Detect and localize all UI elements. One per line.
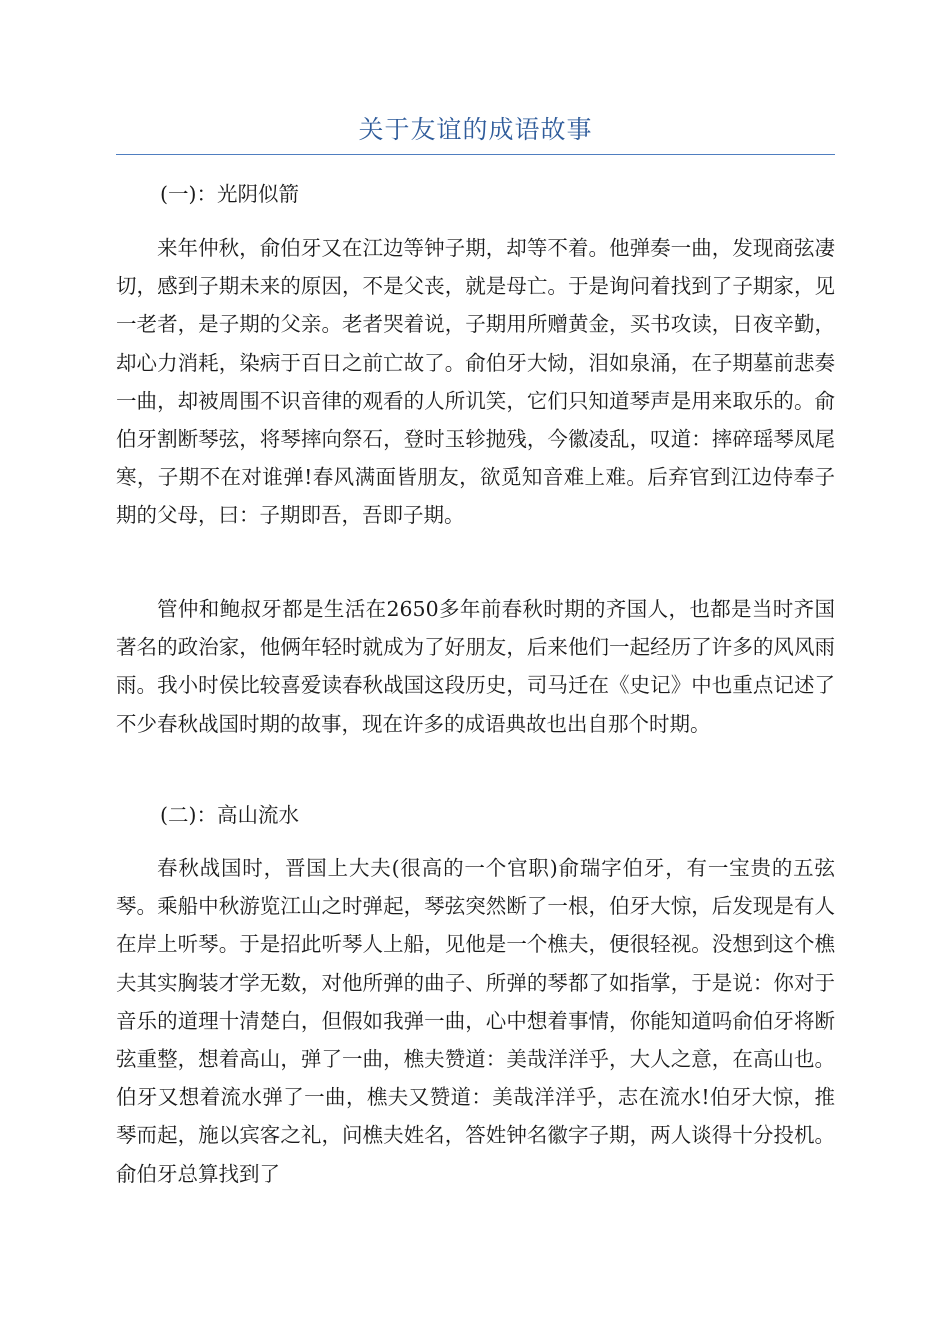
title-underline (116, 154, 835, 155)
paragraph-1: 来年仲秋，俞伯牙又在江边等钟子期，却等不着。他弹奏一曲，发现商弦凄切，感到子期未来的原因，不是父丧，就是母亡。于是询问着找到了子期家，见一老者，是子期的父亲。老者哭着说，子期用所赠黄金，买书攻读，日夜辛勤，却心力消耗，染病于百日之前亡故了。俞伯牙大恸，泪如泉涌，在子期墓前悲奏一曲，却被周围不识音律的观看的人所讥笑，它们只知道琴声是用来取乐的。俞伯牙割断琴弦，将琴摔向祭石，登时玉轸抛残，今徽凌乱，叹道：摔碎瑶琴凤尾寒，子期不在对谁弹!春风满面皆朋友，欲觅知音难上难。后弃官到江边侍奉子期的父母，曰：子期即吾，吾即子期。 (116, 236, 835, 528)
section-heading-1: (一)：光阴似箭 (160, 182, 299, 206)
paragraph-3: 春秋战国时，晋国上大夫(很高的一个官职)俞瑞字伯牙，有一宝贵的五弦琴。乘船中秋游览江山之时弹起，琴弦突然断了一根，伯牙大惊，后发现是有人在岸上听琴。于是招此听琴人上船，见他是一个樵夫，便很轻视。没想到这个樵夫其实胸装才学无数，对他所弹的曲子、所弹的琴都了如指掌，于是说：你对于音乐的道理十清楚白，但假如我弹一曲，心中想着事情，你能知道吗俞伯牙将断弦重整，想着高山，弹了一曲，樵夫赞道：美哉洋洋乎，大人之意，在高山也。伯牙又想着流水弹了一曲，樵夫又赞道：美哉洋洋乎，志在流水!伯牙大惊，推琴而起，施以宾客之礼，问樵夫姓名，答姓钟名徽字子期，两人谈得十分投机。俞伯牙总算找到了 (116, 856, 835, 1186)
document-title: 关于友谊的成语故事 (358, 115, 593, 144)
section-heading-2: (二)：高山流水 (160, 803, 299, 827)
paragraph-2: 管仲和鲍叔牙都是生活在2650多年前春秋时期的齐国人，也都是当时齐国著名的政治家，他俩年轻时就成为了好朋友，后来他们一起经历了许多的风风雨雨。我小时侯比较喜爱读春秋战国这段历史，司马迁在《史记》中也重点记述了不少春秋战国时期的故事，现在许多的成语典故也出自那个时期。 (116, 597, 835, 736)
